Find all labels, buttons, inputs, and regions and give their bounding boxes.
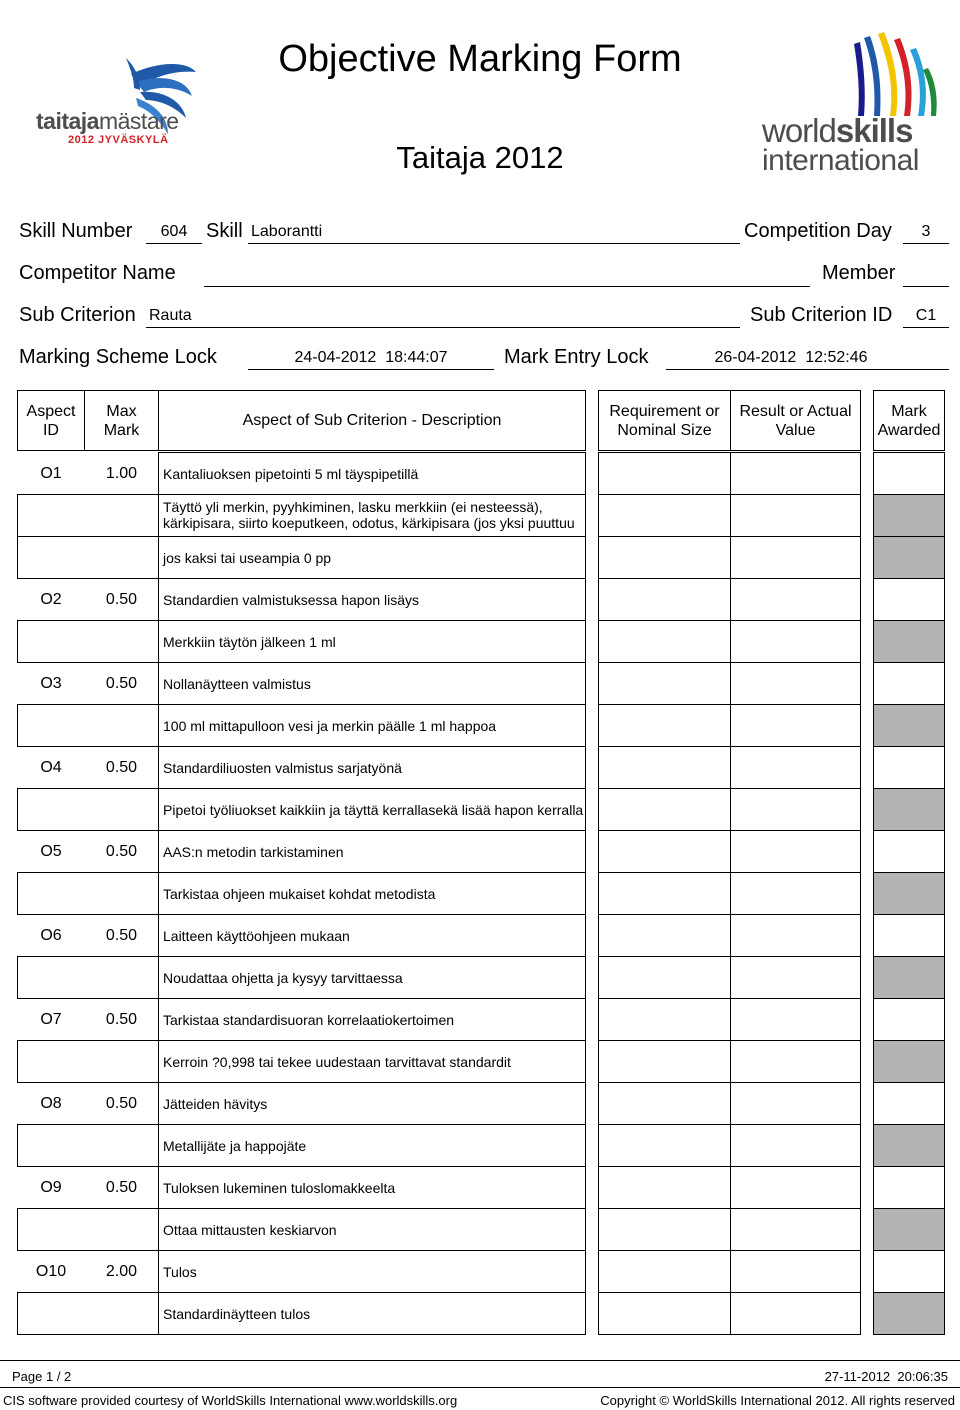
mark-awarded-shaded-cell [873,1040,945,1083]
sub-aspect-description: Noudattaa ohjetta ja kysyy tarvittaessa [163,970,403,986]
competition-day-label: Competition Day [744,220,892,242]
aspect-id: O8 [40,1095,62,1112]
aspect-description-cell [158,830,586,873]
max-mark-cell [84,914,159,957]
aspect-description-cell [158,914,586,957]
logo-text-year: 2012 JYVÄSKYLÄ [68,134,169,146]
page-title: Objective Marking Form [278,38,682,80]
max-mark: 0.50 [105,1011,138,1028]
aspect-description-cell [158,452,586,495]
requirement-cell[interactable] [598,1082,731,1125]
sub-aspect-description: Kerroin ?0,998 tai tekee uudestaan tarvittavat standardit [163,1054,511,1070]
marking-scheme-lock-value: 24-04-2012 18:44:07 [294,349,448,366]
sub-aspect-description: jos kaksi tai useampia 0 pp [163,550,332,566]
mark-awarded-cell[interactable] [873,662,945,705]
sub-criterion-id-label: Sub Criterion ID [750,304,893,326]
sub-criterion-label: Sub Criterion [19,304,136,326]
max-mark: 0.50 [105,591,138,608]
skill-value: Laborantti [251,223,323,240]
max-mark-cell [84,662,159,705]
sub-criterion-value: Rauta [149,307,192,324]
aspect-description: Tuloksen lukeminen tuloslomakkeelta [163,1180,396,1196]
skill-number-label: Skill Number [19,220,133,242]
requirement-cell[interactable] [598,494,731,537]
max-mark-cell [84,956,159,999]
page-number: Page 1 / 2 [12,1369,72,1384]
requirement-cell[interactable] [598,452,731,495]
requirement-cell[interactable] [598,1040,731,1083]
requirement-cell[interactable] [598,830,731,873]
competitor-name-label: Competitor Name [19,262,176,284]
max-mark: 0.50 [105,1179,138,1196]
max-mark-cell [84,494,159,537]
aspect-id-cell [17,452,85,495]
aspect-id: O7 [40,1011,62,1028]
result-cell[interactable] [730,704,861,747]
result-cell[interactable] [730,914,861,957]
mark-awarded-shaded-cell [873,788,945,831]
sub-description-cell [158,494,586,537]
max-mark-cell [84,998,159,1041]
sub-aspect-description: Tarkistaa ohjeen mukaiset kohdat metodista [163,886,436,902]
result-cell[interactable] [730,1208,861,1251]
requirement-cell[interactable] [598,578,731,621]
copyright-text: Copyright © WorldSkills International 2012. All rights reserved [600,1393,955,1408]
mark-awarded-shaded-cell [873,494,945,537]
member-label: Member [822,262,896,284]
mark-awarded-cell[interactable] [873,578,945,621]
aspect-description: Standardien valmistuksessa hapon lisäys [163,592,420,608]
aspect-description-cell [158,1166,586,1209]
aspect-description: Tarkistaa standardisuoran korrelaatiokertoimen [163,1012,455,1028]
max-mark: 0.50 [105,759,138,776]
result-cell[interactable] [730,662,861,705]
aspect-id-cell [17,662,85,705]
sub-aspect-description: Täyttö yli merkin, pyyhkiminen, lasku merkkiin (ei nesteessä), kärkipisara, siirto koeputkeen, odotus, kärkipisara (jos yksi puuttuu [163,499,575,531]
sub-description-cell [158,1292,586,1335]
max-mark-cell [84,1082,159,1125]
col-header-result: Result or Actual Value [730,390,861,451]
aspect-description: Tulos [163,1264,197,1280]
result-cell[interactable] [730,1082,861,1125]
requirement-cell[interactable] [598,1208,731,1251]
col-header-mark-awarded: Mark Awarded [873,390,945,451]
max-mark: 0.50 [105,675,138,692]
requirement-cell[interactable] [598,704,731,747]
result-cell[interactable] [730,536,861,579]
sub-description-cell [158,872,586,915]
aspect-description-cell [158,998,586,1041]
logo-text-skills: skills [835,112,913,149]
mark-awarded-cell[interactable] [873,1166,945,1209]
aspect-description-cell [158,1250,586,1293]
skill-label: Skill [206,220,243,242]
max-mark-cell [84,1250,159,1293]
skill-number-value: 604 [160,223,188,240]
sub-aspect-description: 100 ml mittapulloon vesi ja merkin päälle 1 ml happoa [163,718,497,734]
aspect-id: O9 [40,1179,62,1196]
max-mark-cell [84,578,159,621]
aspect-id-cell [17,830,85,873]
aspect-id: O6 [40,927,62,944]
mark-awarded-shaded-cell [873,536,945,579]
aspect-id-cell [17,1250,85,1293]
courtesy-text: CIS software provided courtesy of WorldSkills International www.worldskills.org [3,1393,458,1408]
requirement-cell[interactable] [598,1166,731,1209]
max-mark-cell [84,1208,159,1251]
aspect-description-cell [158,662,586,705]
aspect-id-cell [17,578,85,621]
max-mark-cell [84,536,159,579]
requirement-cell[interactable] [598,1250,731,1293]
sub-description-cell [158,1208,586,1251]
sub-aspect-description: Standardinäytteen tulos [163,1306,311,1322]
aspect-description: Nollanäytteen valmistus [163,676,311,692]
max-mark-cell [84,452,159,495]
result-cell[interactable] [730,494,861,537]
mark-awarded-cell[interactable] [873,746,945,789]
aspect-id-cell [17,998,85,1041]
max-mark-cell [84,704,159,747]
requirement-cell[interactable] [598,536,731,579]
result-cell[interactable] [730,788,861,831]
aspect-description-cell [158,1082,586,1125]
print-timestamp: 27-11-2012 20:06:35 [824,1369,948,1384]
aspect-id: O5 [40,843,62,860]
max-mark-cell [84,788,159,831]
page-subtitle: Taitaja 2012 [396,140,564,175]
sub-aspect-description: Metallijäte ja happojäte [163,1138,307,1154]
aspect-description-cell [158,746,586,789]
sub-description-cell [158,788,586,831]
aspect-description: AAS:n metodin tarkistaminen [163,844,344,860]
member-line [903,286,949,287]
mark-awarded-cell[interactable] [873,452,945,495]
competitor-name-line [204,286,810,287]
mark-awarded-shaded-cell [873,1208,945,1251]
max-mark-cell [84,1292,159,1335]
max-mark: 0.50 [105,843,138,860]
sub-aspect-description: Ottaa mittausten keskiarvon [163,1222,337,1238]
result-cell[interactable] [730,830,861,873]
requirement-cell[interactable] [598,914,731,957]
result-cell[interactable] [730,1124,861,1167]
sub-description-cell [158,1124,586,1167]
aspect-description: Kantaliuoksen pipetointi 5 ml täyspipetillä [163,466,419,482]
aspect-description-cell [158,578,586,621]
result-cell[interactable] [730,1250,861,1293]
mark-awarded-cell[interactable] [873,914,945,957]
aspect-id: O4 [40,759,62,776]
aspect-id: O1 [40,465,62,482]
max-mark-cell [84,1040,159,1083]
requirement-cell[interactable] [598,956,731,999]
aspect-description: Jätteiden hävitys [163,1096,268,1112]
aspect-id: O10 [35,1263,67,1280]
max-mark-cell [84,830,159,873]
requirement-cell[interactable] [598,662,731,705]
col-header-max-mark: Max Mark [84,390,159,451]
result-cell[interactable] [730,1166,861,1209]
aspect-id-cell [17,1082,85,1125]
logo-text-taitaja: taitaja [36,108,99,134]
max-mark: 2.00 [105,1263,138,1280]
result-cell[interactable] [730,620,861,663]
sub-criterion-id-value: C1 [915,307,937,324]
logo-text-world: world [762,112,836,149]
result-cell[interactable] [730,872,861,915]
mark-entry-lock-label: Mark Entry Lock [504,346,649,368]
marking-scheme-lock-label: Marking Scheme Lock [19,346,217,368]
sub-description-cell [158,956,586,999]
result-cell[interactable] [730,1292,861,1335]
footer-divider [0,1360,960,1361]
requirement-cell[interactable] [598,788,731,831]
sub-description-cell [158,1040,586,1083]
mark-awarded-cell[interactable] [873,830,945,873]
max-mark-cell [84,872,159,915]
max-mark-cell [84,1124,159,1167]
sub-aspect-description: Merkkiin täytön jälkeen 1 ml [163,634,336,650]
col-header-requirement: Requirement or Nominal Size [598,390,731,451]
requirement-cell[interactable] [598,746,731,789]
mark-entry-lock-value: 26-04-2012 12:52:46 [714,349,868,366]
requirement-cell[interactable] [598,998,731,1041]
requirement-cell[interactable] [598,1292,731,1335]
result-cell[interactable] [730,578,861,621]
requirement-cell[interactable] [598,1124,731,1167]
competition-day-value: 3 [921,223,931,240]
aspect-description: Standardiliuosten valmistus sarjatyönä [163,760,402,776]
result-cell[interactable] [730,1040,861,1083]
mark-awarded-cell[interactable] [873,998,945,1041]
max-mark-cell [84,620,159,663]
aspect-id-cell [17,914,85,957]
col-header-aspect-id: Aspect ID [17,390,85,451]
mark-awarded-cell[interactable] [873,1082,945,1125]
max-mark: 1.00 [105,465,138,482]
max-mark-cell [84,746,159,789]
mark-awarded-shaded-cell [873,956,945,999]
requirement-cell[interactable] [598,620,731,663]
footer-divider-2 [0,1387,960,1388]
mark-awarded-shaded-cell [873,620,945,663]
mark-awarded-shaded-cell [873,1292,945,1335]
sub-description-cell [158,536,586,579]
aspect-id: O2 [40,591,62,608]
max-mark: 0.50 [105,1095,138,1112]
requirement-cell[interactable] [598,872,731,915]
aspect-id-cell [17,746,85,789]
sub-description-cell [158,620,586,663]
mark-awarded-shaded-cell [873,872,945,915]
aspect-id: O3 [40,675,62,692]
result-cell[interactable] [730,452,861,495]
aspect-description: Laitteen käyttöohjeen mukaan [163,928,350,944]
result-cell[interactable] [730,956,861,999]
result-cell[interactable] [730,998,861,1041]
sub-description-cell [158,704,586,747]
sub-aspect-description: Pipetoi työliuokset kaikkiin ja täyttä kerrallasekä lisää hapon kerralla [163,802,584,818]
logo-text-international: international [762,144,919,177]
result-cell[interactable] [730,746,861,789]
max-mark-cell [84,1166,159,1209]
logo-text-mastare: mästare [98,108,179,134]
aspect-id-cell [17,1166,85,1209]
mark-awarded-shaded-cell [873,704,945,747]
max-mark: 0.50 [105,927,138,944]
col-header-description: Aspect of Sub Criterion - Description [158,390,586,451]
mark-awarded-shaded-cell [873,1124,945,1167]
mark-awarded-cell[interactable] [873,1250,945,1293]
